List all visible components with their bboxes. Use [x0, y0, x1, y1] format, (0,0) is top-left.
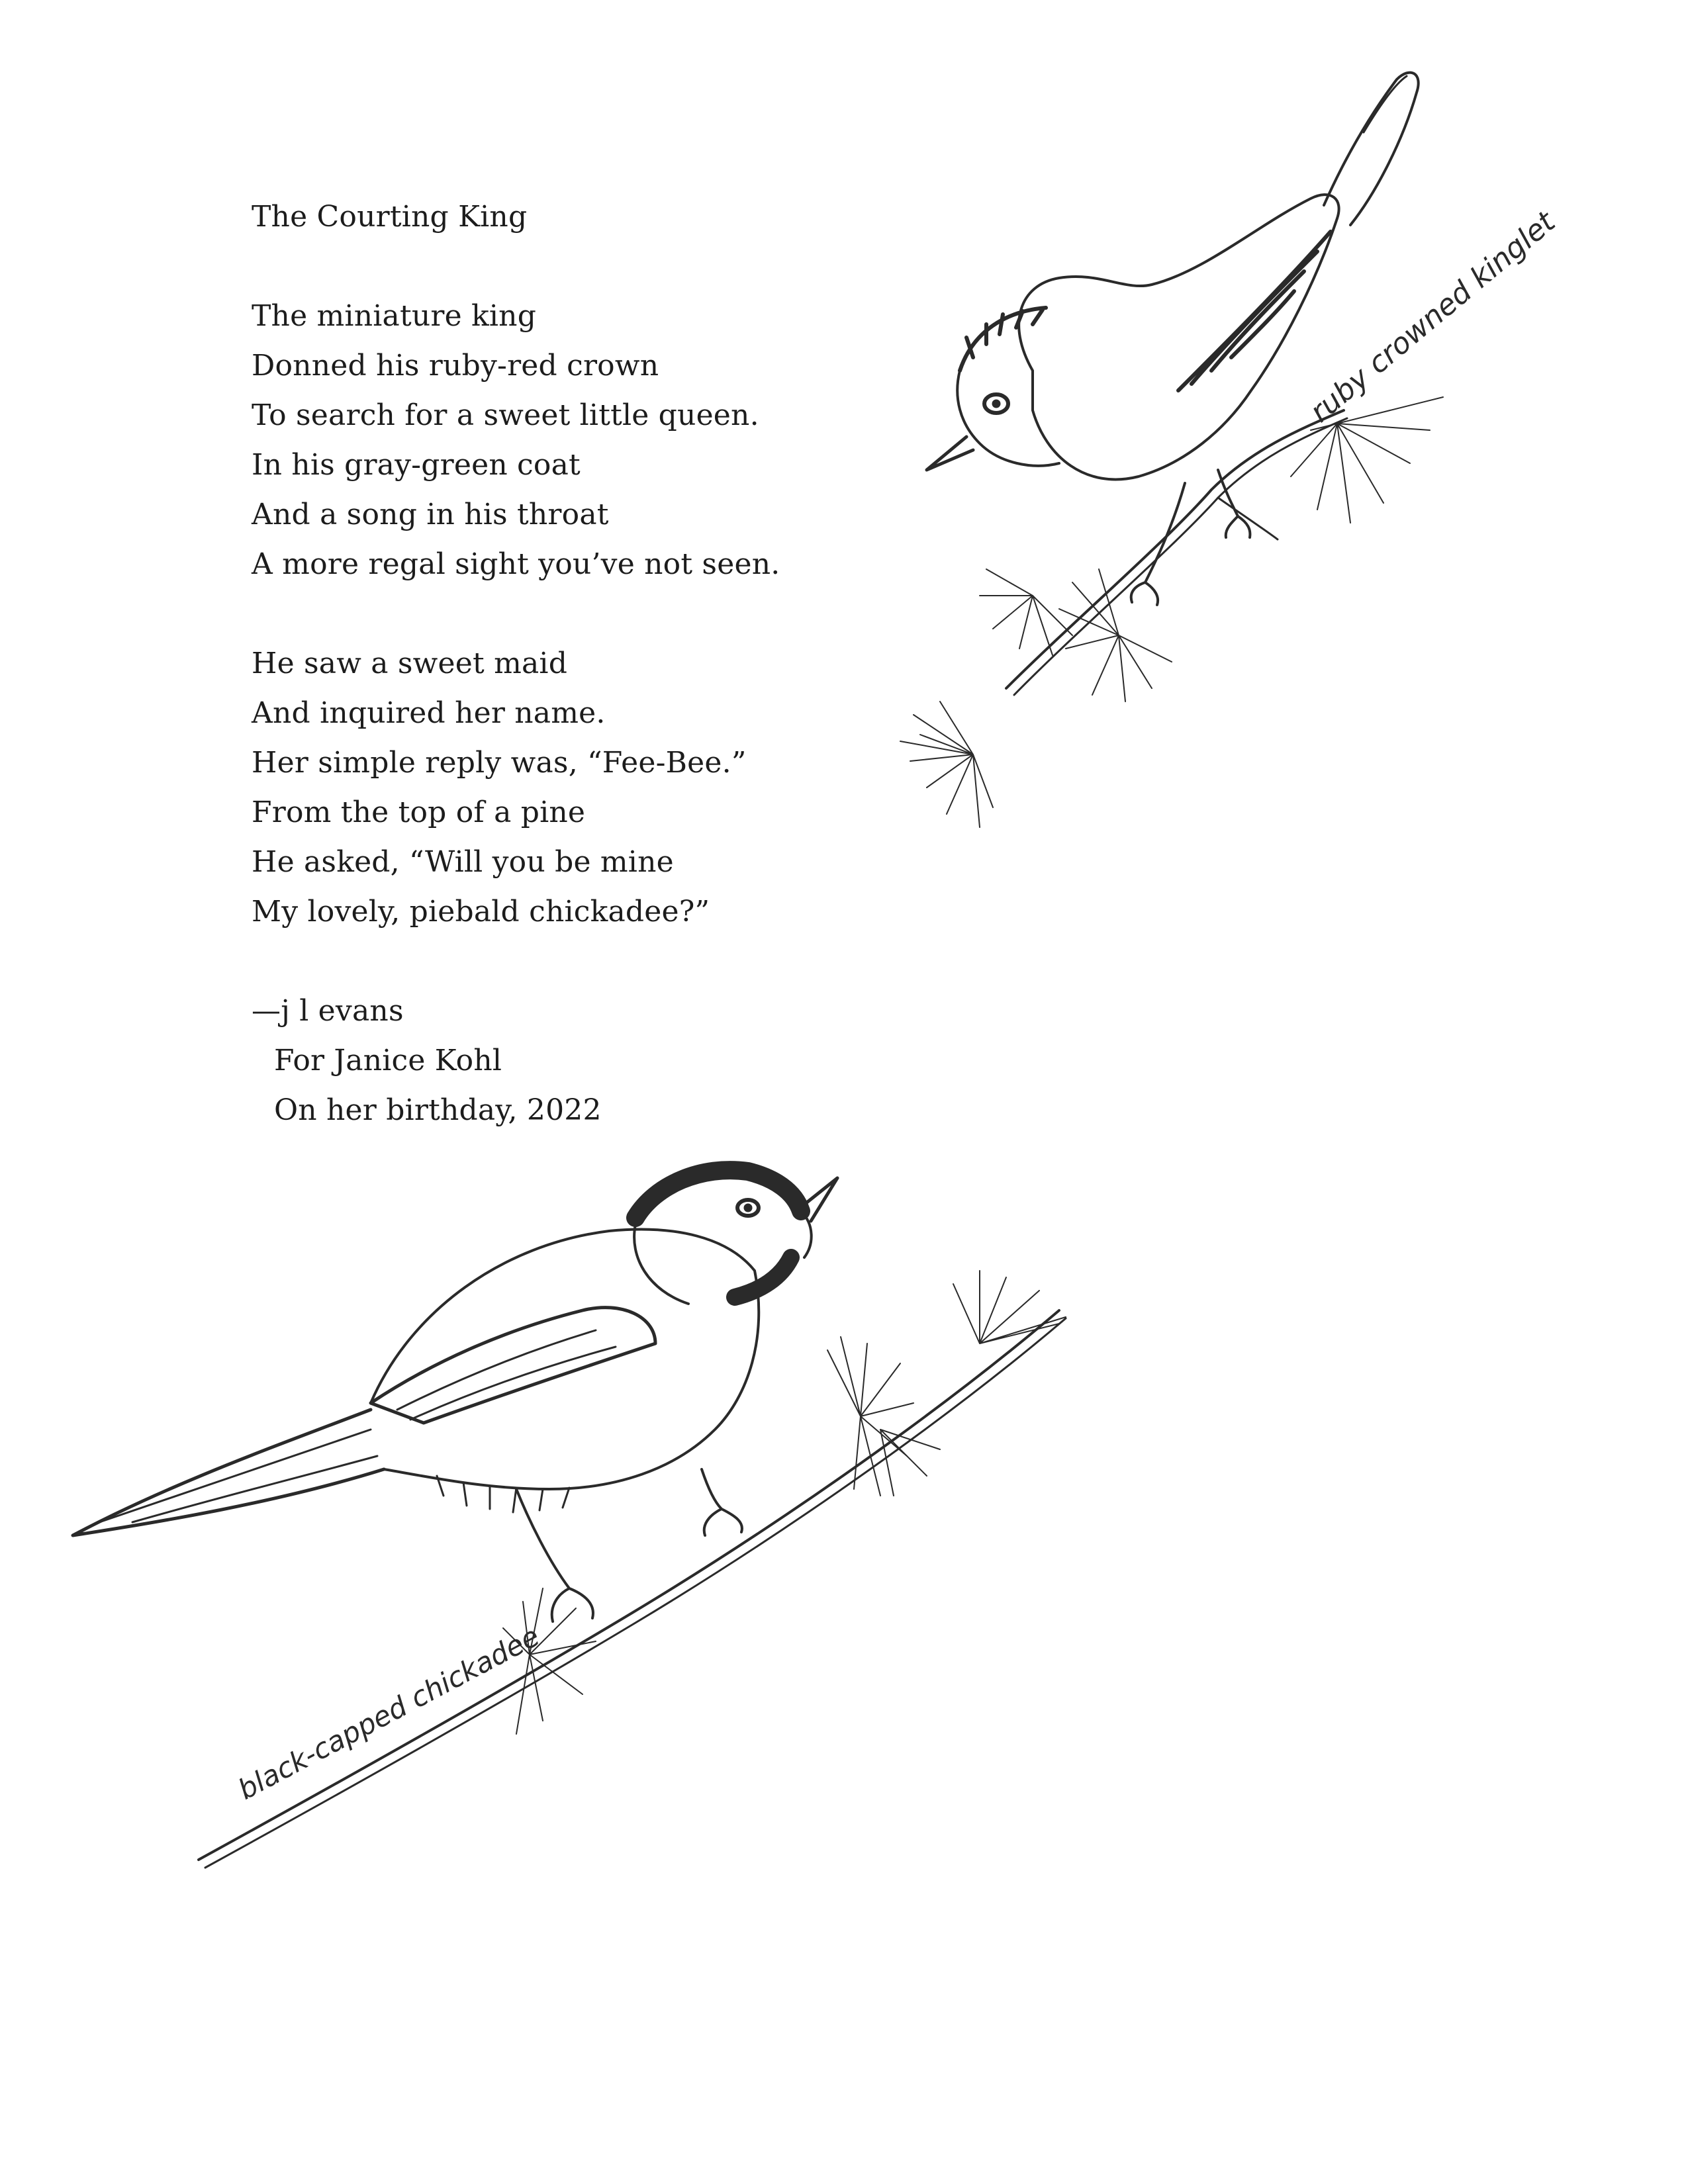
poem-line: In his gray-green coat [252, 448, 581, 482]
poem-line: To search for a sweet little queen. [252, 398, 759, 432]
poem-line: Her simple reply was, “Fee-Bee.” [252, 746, 747, 780]
chickadee-feet [702, 1469, 742, 1535]
poem-line: And a song in his throat [252, 498, 609, 531]
kinglet-crown [960, 308, 1046, 371]
pine-needles [900, 397, 1443, 827]
poem-line: Donned his ruby-red crown [252, 349, 659, 383]
kinglet-body [1019, 195, 1338, 479]
chickadee-tail [99, 1430, 377, 1522]
chickadee-bib [735, 1257, 791, 1297]
poem-dedication: For Janice Kohl [274, 1044, 502, 1077]
poem-occasion: On her birthday, 2022 [274, 1093, 602, 1127]
poem-line: The miniature king [252, 299, 537, 333]
kinglet-label: ruby crowned kinglet [1303, 205, 1562, 430]
chickadee-wing [371, 1308, 655, 1423]
chickadee-branch [199, 1310, 1059, 1860]
chickadee-eye-pupil [744, 1204, 752, 1212]
chickadee-tail [73, 1410, 384, 1535]
kinglet-illustration [900, 73, 1562, 827]
kinglet-eye-pupil [992, 400, 1000, 408]
chickadee-body [371, 1230, 759, 1490]
poem-line: From the top of a pine [252, 796, 586, 829]
poem-author: —j l evans [252, 994, 404, 1028]
kinglet-wing [1178, 232, 1331, 390]
chickadee-wing [397, 1330, 616, 1420]
kinglet-feet [1218, 470, 1250, 537]
poem-line: He asked, “Will you be mine [252, 845, 674, 879]
chickadee-feet [516, 1489, 593, 1621]
kinglet-beak [927, 437, 973, 470]
poem-line: My lovely, piebald chickadee?” [252, 895, 710, 929]
pine-needles [503, 1271, 1066, 1734]
poem-line: And inquired her name. [252, 696, 606, 730]
kinglet-tail [1364, 76, 1407, 132]
poem-line: He saw a sweet maid [252, 647, 568, 680]
chickadee-label: black-capped chickadee [232, 1619, 545, 1806]
chickadee-illustration [73, 1170, 1066, 1868]
chickadee-cap [635, 1170, 801, 1218]
poem-title: The Courting King [252, 200, 528, 234]
poem-line: A more regal sight you’ve not seen. [252, 547, 780, 581]
